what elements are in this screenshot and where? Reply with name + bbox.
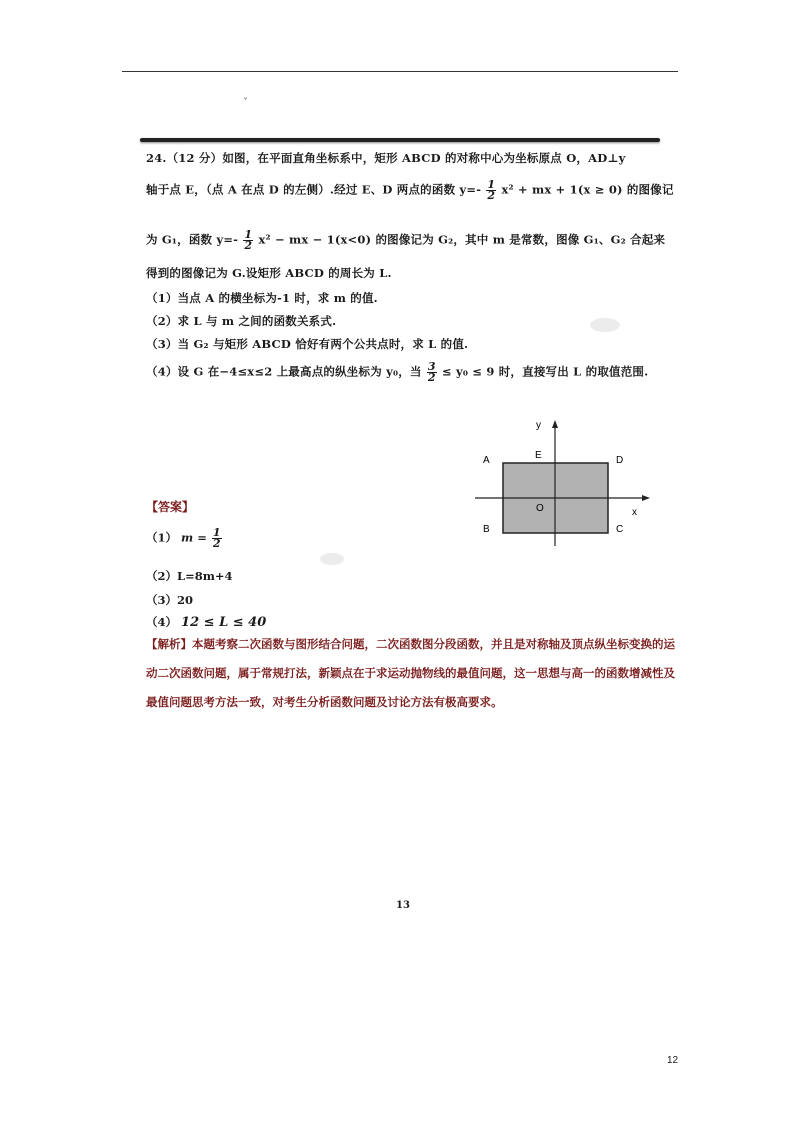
fraction-half bbox=[243, 230, 253, 251]
label-y: y bbox=[536, 420, 541, 431]
label-o: O bbox=[536, 503, 544, 514]
label-c: C bbox=[616, 524, 624, 535]
page-number-center: 13 bbox=[396, 900, 410, 911]
fraction-numerator: 3 bbox=[427, 360, 436, 373]
question-line-3 bbox=[146, 230, 665, 251]
answer-4-expression: 12 ≤ L ≤ 40 bbox=[181, 615, 267, 630]
answer-1-prefix: （1） bbox=[146, 530, 178, 545]
y-axis-arrow bbox=[552, 420, 558, 428]
page-number-right: 12 bbox=[667, 1055, 679, 1066]
label-d: D bbox=[616, 455, 624, 466]
question-line-3-post: x² − mx − 1(x<0) 的图像记为 G₂，其中 m 是常数，图像 G₁、G₂ 合起来 bbox=[258, 232, 666, 247]
top-rule bbox=[122, 71, 678, 72]
answer-heading: 【答案】 bbox=[146, 500, 195, 514]
rectangle-figure bbox=[470, 412, 660, 552]
label-a: A bbox=[483, 455, 490, 466]
answer-1 bbox=[146, 528, 223, 549]
question-line-2-post: x² + mx + 1(x ≥ 0) 的图像记 bbox=[501, 182, 674, 197]
fraction-denominator: 2 bbox=[427, 371, 436, 384]
question-line-2-pre: 轴于点 E，（点 A 在点 D 的左侧）.经过 E、D 两点的函数 y=- bbox=[146, 182, 482, 197]
label-x: x bbox=[632, 507, 637, 518]
fraction-numerator: 1 bbox=[244, 228, 253, 241]
fraction-denominator: 2 bbox=[244, 239, 253, 252]
question-part-4-pre: （4）设 G 在−4≤x≤2 上最高点的纵坐标为 y₀，当 bbox=[146, 364, 422, 379]
answer-4 bbox=[146, 614, 266, 630]
scan-smudge bbox=[320, 553, 344, 565]
answer-1-variable: m = bbox=[181, 530, 207, 545]
question-part-1: （1）当点 A 的横坐标为-1 时，求 m 的值. bbox=[146, 291, 378, 305]
question-part-4 bbox=[146, 362, 648, 383]
x-axis-arrow bbox=[642, 495, 650, 501]
label-b: B bbox=[483, 524, 490, 535]
question-part-2: （2）求 L 与 m 之间的函数关系式. bbox=[146, 314, 337, 328]
answer-2: （2）L=8m+4 bbox=[146, 569, 233, 583]
question-part-4-post: ≤ y₀ ≤ 9 时，直接写出 L 的取值范围. bbox=[441, 364, 649, 379]
analysis-paragraph: 【解析】本题考察二次函数与图形结合问题，二次函数图分段函数，并且是对称轴及顶点纵坐标变换的运动二次函数问题，属于常规打法，新颖点在于求运动抛物线的最值问题，这一思想与高一的函数增减性及最值问题思考方法一致，对考生分析函数问题及讨论方法有极高要求。 bbox=[146, 637, 675, 709]
fraction-denominator: 2 bbox=[212, 537, 221, 550]
fraction-numerator: 1 bbox=[212, 526, 221, 539]
fraction-three-halves bbox=[427, 362, 437, 383]
fraction-half bbox=[212, 528, 222, 549]
fraction-numerator: 1 bbox=[487, 178, 496, 191]
question-line-3-pre: 为 G₁，函数 y=- bbox=[146, 232, 239, 247]
label-e: E bbox=[535, 450, 542, 461]
question-line-4: 得到的图像记为 G.设矩形 ABCD 的周长为 L. bbox=[146, 266, 392, 280]
section-divider bbox=[140, 138, 660, 142]
answer-4-prefix: （4） bbox=[146, 615, 178, 629]
answer-3: （3）20 bbox=[146, 593, 194, 607]
fraction-half bbox=[486, 180, 496, 201]
question-part-3: （3）当 G₂ 与矩形 ABCD 恰好有两个公共点时，求 L 的值. bbox=[146, 337, 469, 351]
question-line-1: 24.（12 分）如图，在平面直角坐标系中，矩形 ABCD 的对称中心为坐标原点 O，AD⊥y bbox=[146, 151, 626, 165]
scan-mark: ˇ bbox=[243, 98, 248, 109]
question-line-2 bbox=[146, 180, 674, 201]
scan-smudge bbox=[590, 318, 620, 332]
fraction-denominator: 2 bbox=[487, 189, 496, 202]
